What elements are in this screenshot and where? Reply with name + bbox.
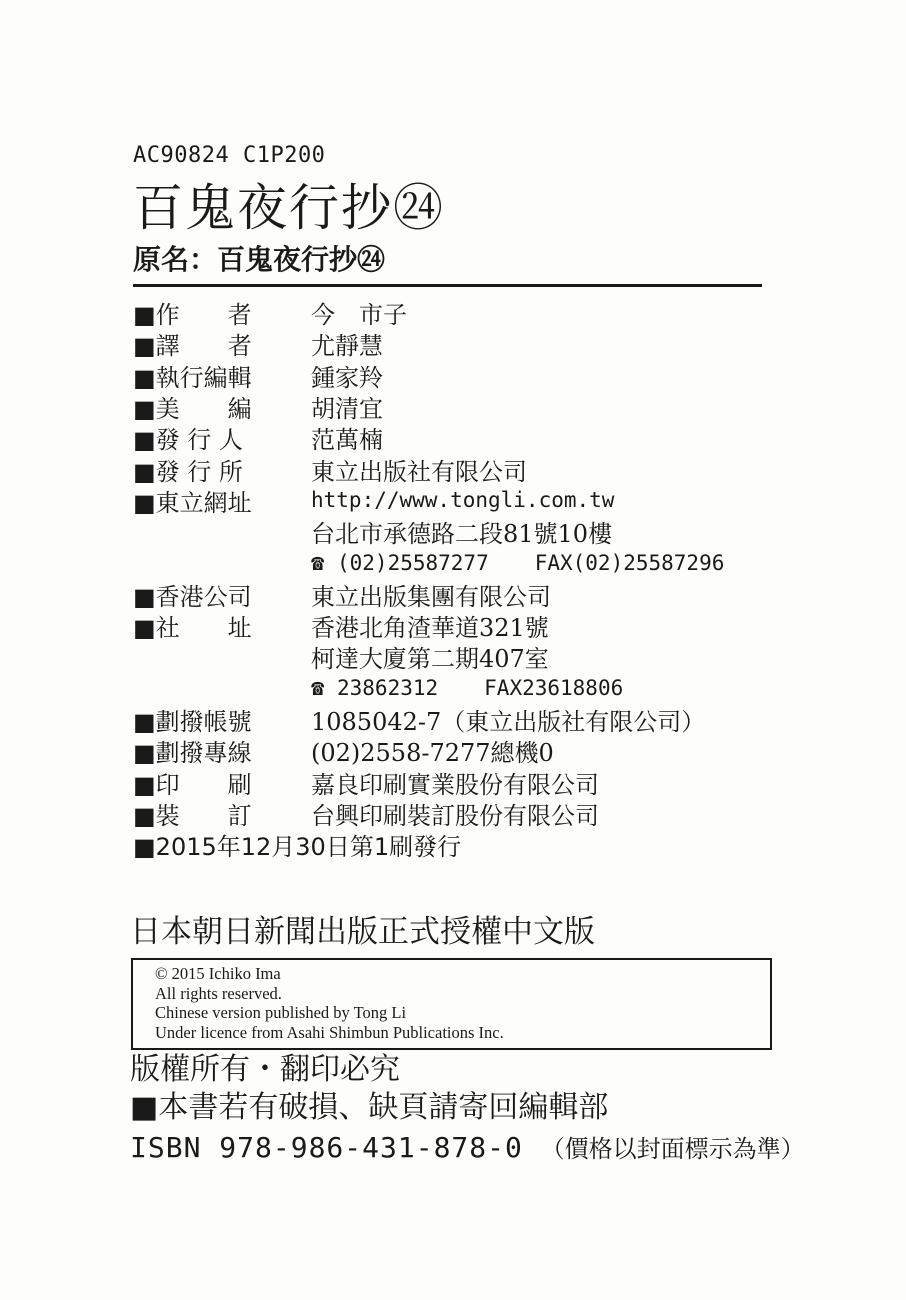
credit-row-binder bbox=[133, 798, 773, 829]
credit-value: 柯達大廈第二期407室 bbox=[311, 645, 549, 674]
credit-value: 范萬楠 bbox=[311, 426, 383, 455]
credit-row-hk-phone bbox=[133, 673, 773, 704]
credit-label: ■作 者 bbox=[133, 301, 252, 330]
credit-row-taipei-phone bbox=[133, 547, 773, 578]
credit-label: ■香港公司 bbox=[133, 582, 252, 611]
credit-row-editor bbox=[133, 360, 773, 391]
isbn-line bbox=[130, 1128, 805, 1169]
rights-notice: 版權所有・翻印必究 bbox=[130, 1052, 400, 1087]
credit-label: ■執行編輯 bbox=[133, 363, 252, 392]
credit-value: 東立出版社有限公司 bbox=[311, 457, 527, 486]
credit-label: ■劃撥帳號 bbox=[133, 708, 252, 737]
credit-row-hk-address bbox=[133, 610, 773, 641]
credit-label: ■裝 訂 bbox=[133, 801, 252, 830]
publish-date: ■2015年12月30日第1刷發行 bbox=[133, 833, 462, 862]
credit-row-transfer-line bbox=[133, 735, 773, 766]
price-note: （價格以封面標示為準） bbox=[540, 1135, 805, 1163]
credit-label: ■美 編 bbox=[133, 395, 252, 424]
authorization-line: 日本朝日新聞出版正式授權中文版 bbox=[130, 914, 595, 950]
credit-row-translator bbox=[133, 328, 773, 359]
copyright-line: Under licence from Asahi Shimbun Publications Inc. bbox=[155, 1022, 504, 1042]
credit-row-author bbox=[133, 297, 773, 328]
credit-value: 1085042-7（東立出版社有限公司） bbox=[311, 708, 706, 737]
title-divider bbox=[133, 284, 762, 287]
credit-label: ■譯 者 bbox=[133, 332, 252, 361]
catalog-code: AC90824 C1P200 bbox=[133, 143, 326, 168]
credit-value: (02)2558-7277總機0 bbox=[311, 739, 554, 768]
credit-value: 嘉良印刷實業股份有限公司 bbox=[311, 770, 599, 799]
website-url: http://www.tongli.com.tw bbox=[311, 488, 615, 513]
phone-line bbox=[311, 676, 623, 701]
credit-label: ■東立網址 bbox=[133, 488, 252, 517]
credit-row-hk-address-2 bbox=[133, 641, 773, 672]
copyright-line: © 2015 Ichiko Ima bbox=[155, 964, 281, 983]
credit-row-address bbox=[133, 516, 773, 547]
credit-value: 台興印刷裝訂股份有限公司 bbox=[311, 801, 599, 830]
fax-number: FAX23618806 bbox=[484, 675, 624, 700]
credit-value: 今 市子 bbox=[311, 301, 407, 330]
credit-row-hk-company bbox=[133, 579, 773, 610]
credit-value: 東立出版集團有限公司 bbox=[311, 582, 551, 611]
credits-list bbox=[133, 297, 773, 860]
phone-number: (02)25587277 bbox=[337, 550, 489, 575]
credit-value: 胡清宜 bbox=[311, 395, 383, 424]
credit-row-transfer-account bbox=[133, 704, 773, 735]
credit-label: ■發 行 人 bbox=[133, 426, 243, 455]
book-title: 百鬼夜行抄㉔ bbox=[133, 179, 445, 237]
copyright-line: Chinese version published by Tong Li bbox=[155, 1003, 407, 1022]
credit-row-printer bbox=[133, 766, 773, 797]
fax-number: FAX(02)25587296 bbox=[534, 550, 725, 575]
credit-value: 鍾家羚 bbox=[311, 363, 383, 392]
credit-label: ■劃撥專線 bbox=[133, 739, 252, 768]
copyright-box bbox=[131, 958, 772, 1050]
credit-row-designer bbox=[133, 391, 773, 422]
copyright-line: All rights reserved. bbox=[155, 983, 282, 1003]
credit-label: ■社 址 bbox=[133, 614, 252, 643]
credit-row-website bbox=[133, 485, 773, 516]
phone-icon: ☎ bbox=[311, 550, 325, 576]
credit-row-publisher-person bbox=[133, 422, 773, 453]
phone-line bbox=[311, 551, 724, 576]
isbn-number: ISBN 978-986-431-878-0 bbox=[130, 1131, 523, 1164]
credit-label: ■發 行 所 bbox=[133, 457, 243, 486]
credit-label: ■印 刷 bbox=[133, 770, 252, 799]
original-title: 原名：百鬼夜行抄㉔ bbox=[133, 243, 386, 276]
taipei-address: 台北市承德路二段81號10樓 bbox=[311, 520, 613, 549]
credit-row-publisher bbox=[133, 453, 773, 484]
credit-value: 尤靜慧 bbox=[311, 332, 383, 361]
damage-notice: ■本書若有破損、缺頁請寄回編輯部 bbox=[130, 1090, 609, 1125]
phone-icon: ☎ bbox=[311, 675, 325, 701]
credit-row-publish-date bbox=[133, 829, 773, 860]
credit-value: 香港北角渣華道321號 bbox=[311, 614, 549, 643]
phone-number: 23862312 bbox=[337, 675, 439, 700]
